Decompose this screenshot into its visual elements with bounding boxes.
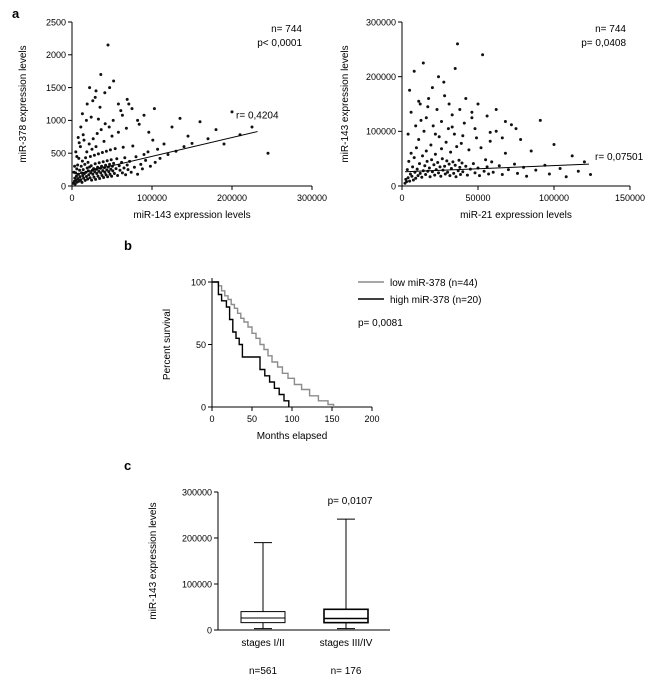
- svg-text:n= 176: n= 176: [330, 666, 362, 677]
- svg-text:high miR-378 (n=20): high miR-378 (n=20): [390, 295, 482, 306]
- svg-text:100000: 100000: [538, 193, 570, 203]
- svg-text:p< 0,0001: p< 0,0001: [257, 38, 302, 49]
- svg-text:150000: 150000: [614, 193, 645, 203]
- svg-text:n=561: n=561: [248, 666, 278, 677]
- svg-text:0: 0: [60, 181, 66, 192]
- svg-text:100000: 100000: [181, 579, 212, 590]
- panel-letter-c: c: [124, 458, 132, 473]
- survival-canvas: [150, 262, 550, 452]
- svg-text:miR-143 expression levels: miR-143 expression levels: [133, 210, 251, 221]
- svg-text:r= 0,4204: r= 0,4204: [236, 110, 279, 122]
- svg-text:200000: 200000: [181, 533, 212, 544]
- svg-text:50: 50: [195, 339, 206, 350]
- svg-text:stages I/II: stages I/II: [241, 638, 285, 649]
- svg-text:1000: 1000: [45, 115, 66, 126]
- svg-text:miR-378 expression levels: miR-378 expression levels: [18, 45, 29, 163]
- svg-text:200000: 200000: [365, 71, 396, 82]
- svg-text:300000: 300000: [181, 487, 212, 498]
- svg-text:50: 50: [246, 414, 258, 424]
- svg-text:300000: 300000: [296, 193, 328, 203]
- svg-text:0: 0: [209, 414, 215, 424]
- svg-text:100: 100: [190, 277, 206, 288]
- panel-letter-b: b: [124, 238, 132, 253]
- svg-text:1500: 1500: [45, 82, 66, 93]
- svg-text:100000: 100000: [365, 126, 396, 137]
- svg-text:p= 0,0081: p= 0,0081: [358, 318, 403, 329]
- svg-text:300000: 300000: [365, 17, 396, 28]
- panel-letter-a: a: [12, 6, 20, 21]
- svg-text:p= 0,0408: p= 0,0408: [581, 38, 626, 49]
- scatter1-canvas: [10, 8, 330, 223]
- svg-text:Months elapsed: Months elapsed: [256, 431, 328, 442]
- svg-text:200000: 200000: [216, 193, 248, 203]
- svg-text:0: 0: [399, 193, 405, 203]
- scatter-chart-mir21-vs-mir143: [330, 8, 645, 223]
- scatter2-canvas: [330, 8, 645, 223]
- svg-text:r= 0,07501: r= 0,07501: [595, 151, 644, 163]
- svg-text:miR-143 expression levels: miR-143 expression levels: [148, 502, 159, 620]
- svg-text:500: 500: [50, 148, 66, 159]
- svg-text:stages III/IV: stages III/IV: [319, 638, 373, 649]
- svg-text:miR-21 expression levels: miR-21 expression levels: [460, 210, 572, 221]
- boxplot-chart: [130, 478, 520, 693]
- svg-text:100: 100: [284, 414, 300, 424]
- svg-text:150: 150: [324, 414, 340, 424]
- svg-text:0: 0: [390, 181, 396, 192]
- scatter-chart-mir143-vs-mir378: [10, 8, 330, 223]
- svg-text:0: 0: [200, 402, 206, 413]
- svg-text:n= 744: n= 744: [271, 24, 302, 35]
- svg-text:0: 0: [69, 193, 75, 203]
- svg-text:low miR-378 (n=44): low miR-378 (n=44): [390, 278, 478, 289]
- survival-chart: [150, 262, 550, 452]
- boxplot-canvas: [130, 478, 520, 693]
- svg-text:50000: 50000: [465, 193, 491, 203]
- svg-text:miR-143 expression levels: miR-143 expression levels: [340, 45, 351, 163]
- svg-text:Percent survival: Percent survival: [162, 308, 173, 381]
- svg-text:0: 0: [206, 625, 212, 636]
- svg-text:2000: 2000: [45, 50, 66, 61]
- svg-text:200: 200: [364, 414, 380, 424]
- svg-text:p= 0,0107: p= 0,0107: [327, 496, 373, 507]
- svg-text:2500: 2500: [45, 17, 66, 28]
- svg-text:100000: 100000: [136, 193, 168, 203]
- svg-text:n= 744: n= 744: [595, 24, 626, 35]
